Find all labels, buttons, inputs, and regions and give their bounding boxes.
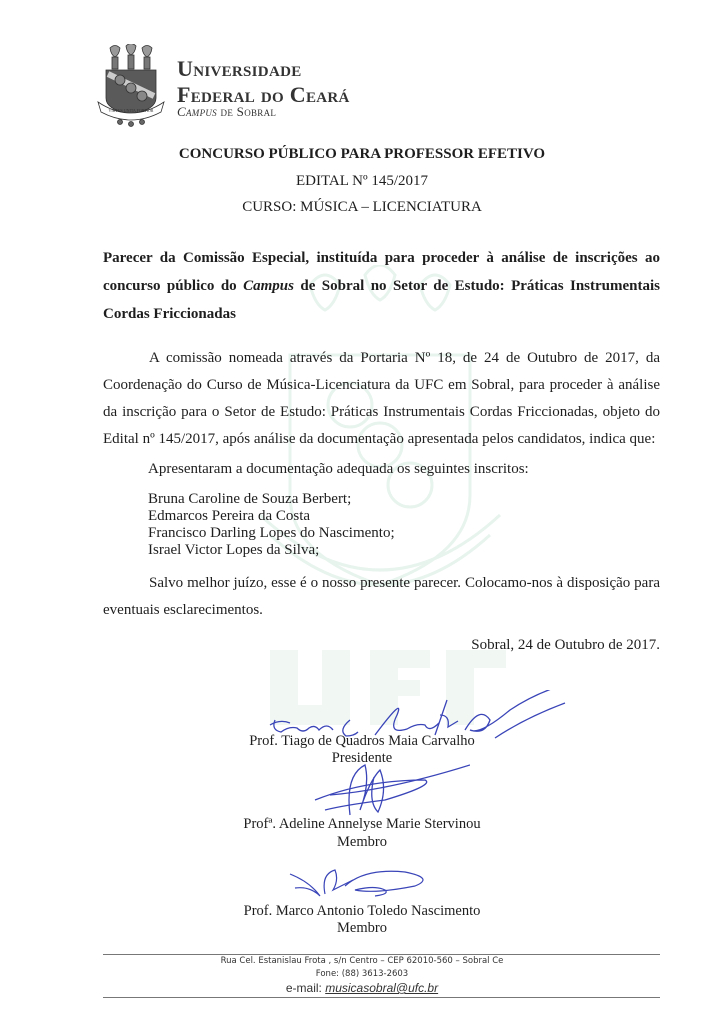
abstract-part-2: de Sobral no Setor de Estudo: Práticas Instrumentais Cordas Friccionadas [103,278,660,322]
footer-divider-top [103,954,660,955]
abstract-italic: Campus [243,278,294,294]
footer-phone: Fone: (88) 3613-2603 [315,969,409,979]
institution-line-2: Federal do Ceará [177,82,350,107]
course-name: CURSO: MÚSICA – LICENCIATURA [242,199,482,215]
signature-scribble-2 [310,760,470,820]
footer-email-label: e-mail: [285,981,326,995]
footer-address: Rua Cel. Estanislau Frota , s/n Centro – CEP 62010-560 – Sobral Ce [220,956,504,966]
candidates-list [148,491,395,559]
candidates-intro: Apresentaram a documentação adequada os seguintes inscritos: [148,461,529,477]
signatory-role-1: Presidente [331,750,393,766]
signatory-role-2: Membro [337,834,387,850]
signatory-name-2: Profª. Adeline Annelyse Marie Stervinou [243,816,481,832]
signatory-name-1: Prof. Tiago de Quadros Maia Carvalho [249,733,475,749]
footer-email-link[interactable]: musicasobral@ufc.br [325,981,439,995]
signatory-role-3: Membro [337,920,387,936]
candidate-item: Edmarcos Pereira da Costa [148,508,311,524]
ufc-crest-logo [96,44,166,128]
edital-number: EDITAL Nº 145/2017 [295,173,429,189]
paragraph-closing: Salvo melhor juízo, esse é o nosso presente parecer. Colocamo-nos à disposição para eventuais esclarecimentos. [103,575,660,618]
place-date: Sobral, 24 de Outubro de 2017. [471,637,660,653]
candidate-item: Bruna Caroline de Souza Berbert; [148,491,352,507]
signatory-name-3: Prof. Marco Antonio Toledo Nascimento [243,903,481,919]
crest-motto: VIRTUS UNITA FORTIOR [108,108,154,113]
candidate-item: Israel Victor Lopes da Silva; [148,542,320,558]
footer-divider-bottom [103,997,660,998]
contest-title: CONCURSO PÚBLICO PARA PROFESSOR EFETIVO [178,146,546,162]
footer-email-line [0,981,724,995]
institution-line-1: Universidade [177,56,302,81]
report-abstract [103,244,660,328]
campus-italic: Campus [177,104,217,119]
signature-scribble-3 [285,866,445,906]
campus-name [177,104,276,120]
paragraph-commission: A comissão nomeada através da Portaria Nº 18, de 24 de Outubro de 2017, da Coordenação do Curso de Música-Licenciatura da UFC em Sobral, para proceder à análise da inscrição para o Setor de Estudo: Práticas Instrumentais Cordas Friccionadas, objeto do Edital nº 145/2017, após análise da documentação apresentada pelos candidatos, indica que: [103,350,660,447]
candidate-item: Francisco Darling Lopes do Nascimento; [148,525,395,541]
campus-rest: de Sobral [216,104,277,119]
abstract-part-1: Parecer da Comissão Especial, instituída para proceder à análise de inscrições ao concurso público do [103,250,660,294]
